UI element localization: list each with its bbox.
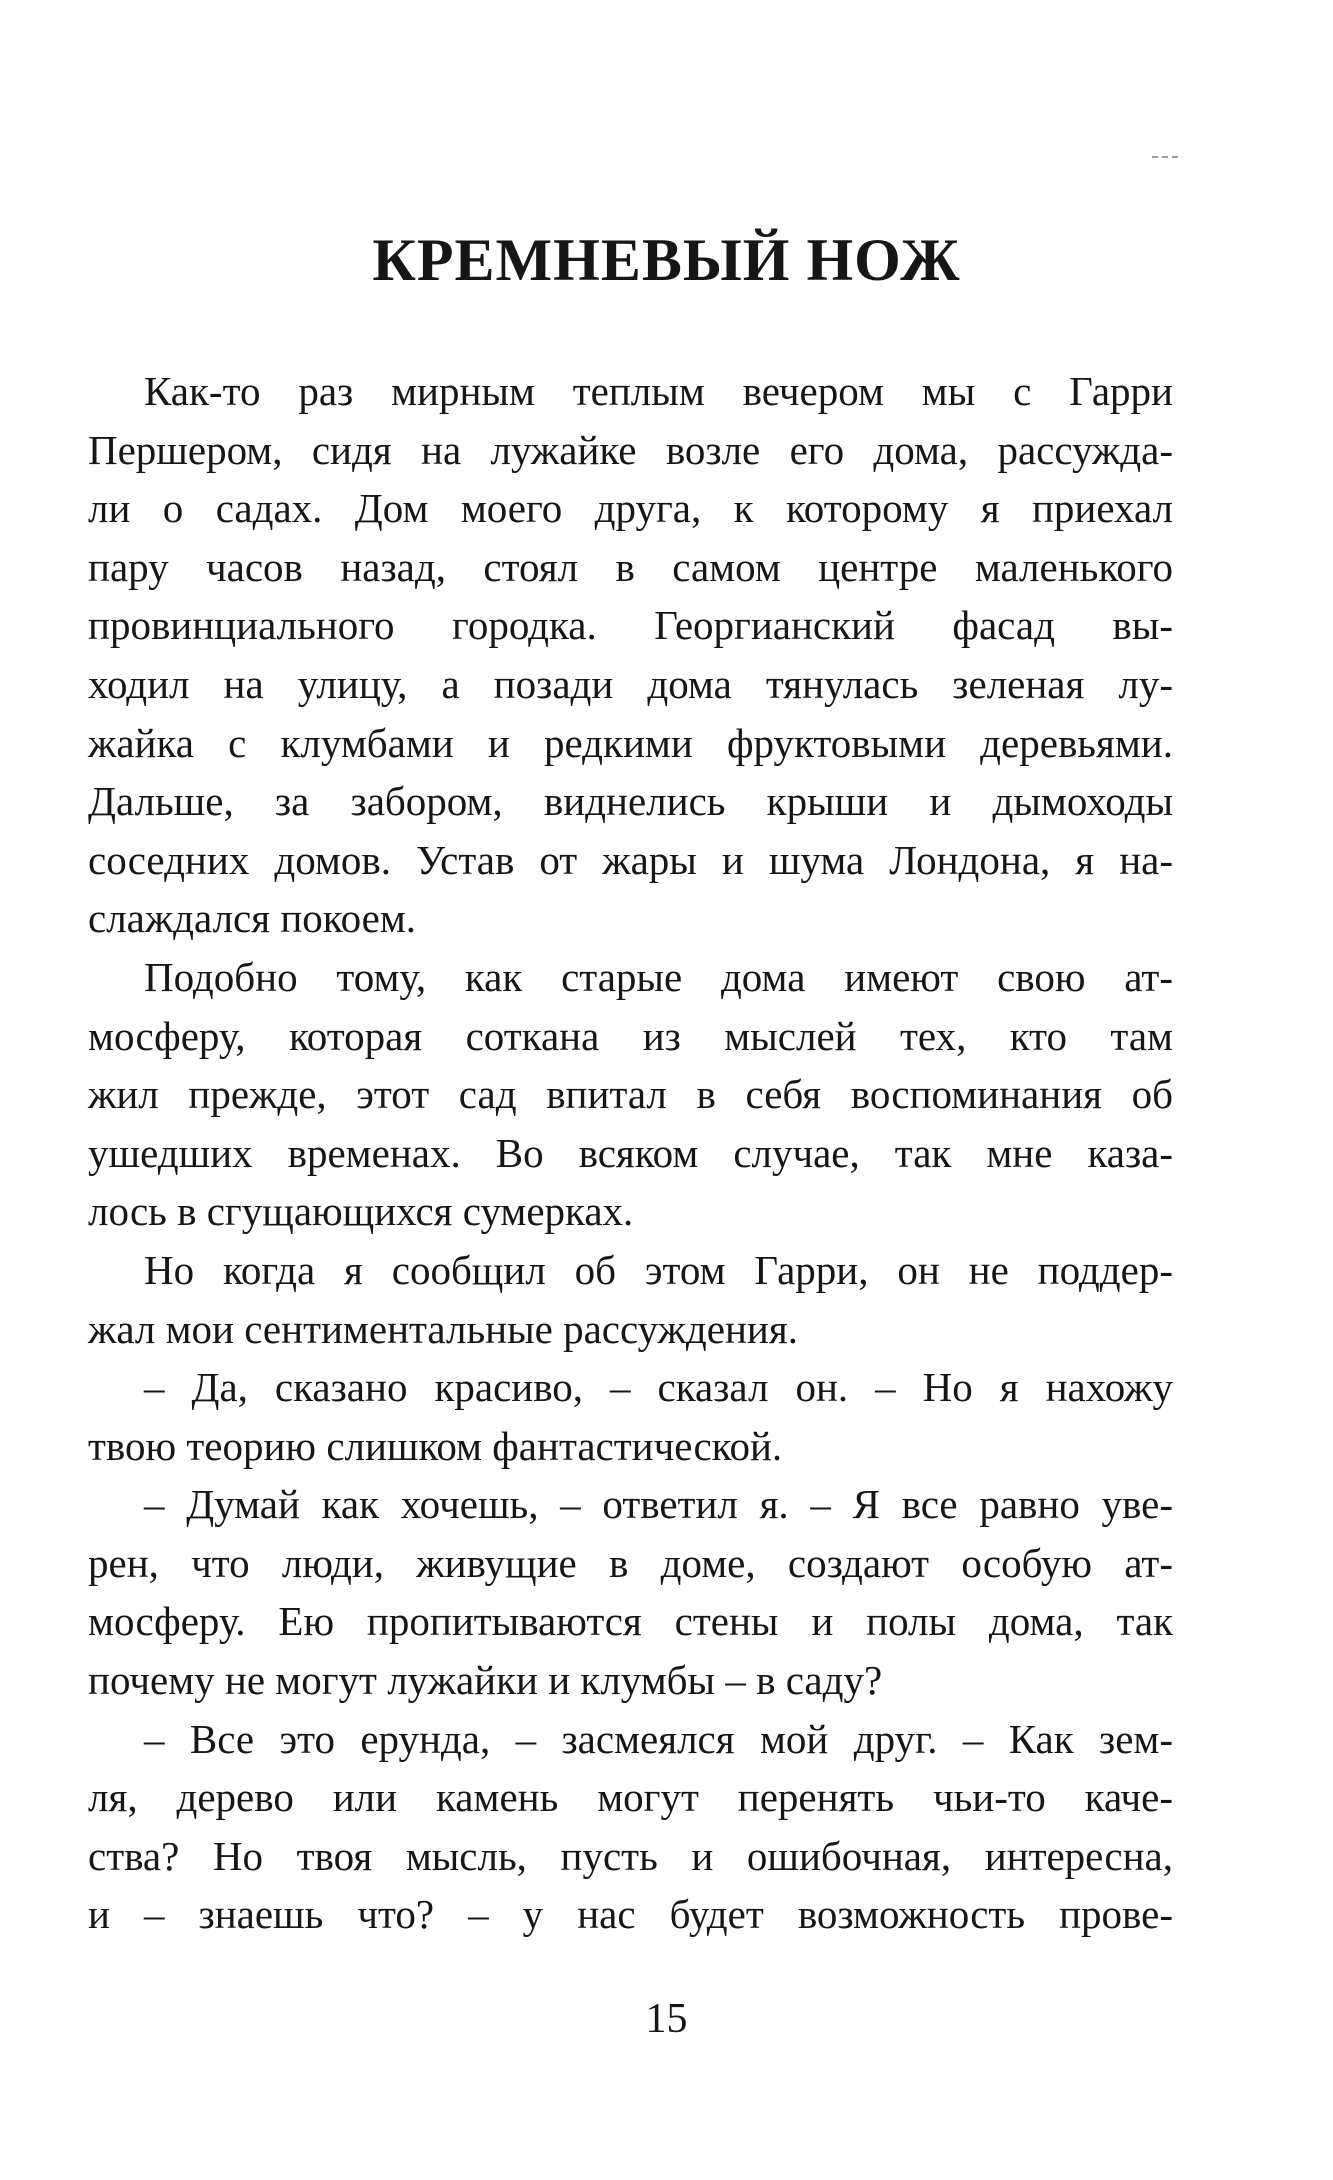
text-line: мосферу, которая соткана из мыслей тех, кто там <box>88 1012 1173 1059</box>
text-line: лось в сгущающихся сумерках. <box>88 1188 634 1235</box>
text-line: твою теорию слишком фантастической. <box>88 1422 783 1469</box>
body-text <box>88 362 1173 1944</box>
text-line: жайка с клумбами и редкими фруктовыми деревьями. <box>88 719 1173 766</box>
text-line: Дальше, за забором, виднелись крыши и дымоходы <box>88 778 1173 825</box>
text-line: рен, что люди, живущие в доме, создают особую ат- <box>88 1539 1173 1586</box>
text-line: провинциального городка. Георгианский фасад вы- <box>88 602 1173 649</box>
text-line: ушедших временах. Во всяком случае, так мне каза- <box>88 1129 1173 1176</box>
scan-mark <box>1152 156 1178 160</box>
text-line: – Думай как хочешь, – ответил я. – Я все равно уве- <box>144 1481 1173 1528</box>
text-line: жил прежде, этот сад впитал в себя воспоминания об <box>88 1071 1173 1118</box>
text-line: Подобно тому, как старые дома имеют свою ат- <box>144 953 1173 1000</box>
text-line: слаждался покоем. <box>88 895 417 942</box>
text-line: ли о садах. Дом моего друга, к которому я приехал <box>88 485 1173 532</box>
text-line: Но когда я сообщил об этом Гарри, он не поддер- <box>144 1246 1173 1293</box>
text-line: – Да, сказано красиво, – сказал он. – Но я нахожу <box>144 1364 1173 1411</box>
text-line: Першером, сидя на лужайке возле его дома, рассужда- <box>88 426 1173 473</box>
text-line: пару часов назад, стоял в самом центре маленького <box>88 543 1173 590</box>
text-line: ходил на улицу, а позади дома тянулась зеленая лу- <box>88 660 1173 707</box>
text-line: жал мои сентиментальные рассуждения. <box>88 1305 798 1352</box>
text-line: – Все это ерунда, – засмеялся мой друг. – Как зем- <box>144 1715 1173 1762</box>
page-number: 15 <box>645 1996 688 2042</box>
text-line: и – знаешь что? – у нас будет возможность прове- <box>88 1891 1173 1938</box>
text-line: Как-то раз мирным теплым вечером мы с Гарри <box>144 368 1173 414</box>
text-line: ства? Но твоя мысль, пусть и ошибочная, интересна, <box>88 1832 1173 1879</box>
text-line: мосферу. Ею пропитываются стены и полы дома, так <box>88 1598 1173 1645</box>
text-line: соседних домов. Устав от жары и шума Лондона, я на- <box>88 836 1173 883</box>
chapter-title: КРЕМНЕВЫЙ НОЖ <box>372 227 961 293</box>
text-line: ля, дерево или камень могут перенять чьи-то каче- <box>88 1774 1173 1821</box>
text-line: почему не могут лужайки и клумбы – в саду? <box>88 1657 883 1704</box>
